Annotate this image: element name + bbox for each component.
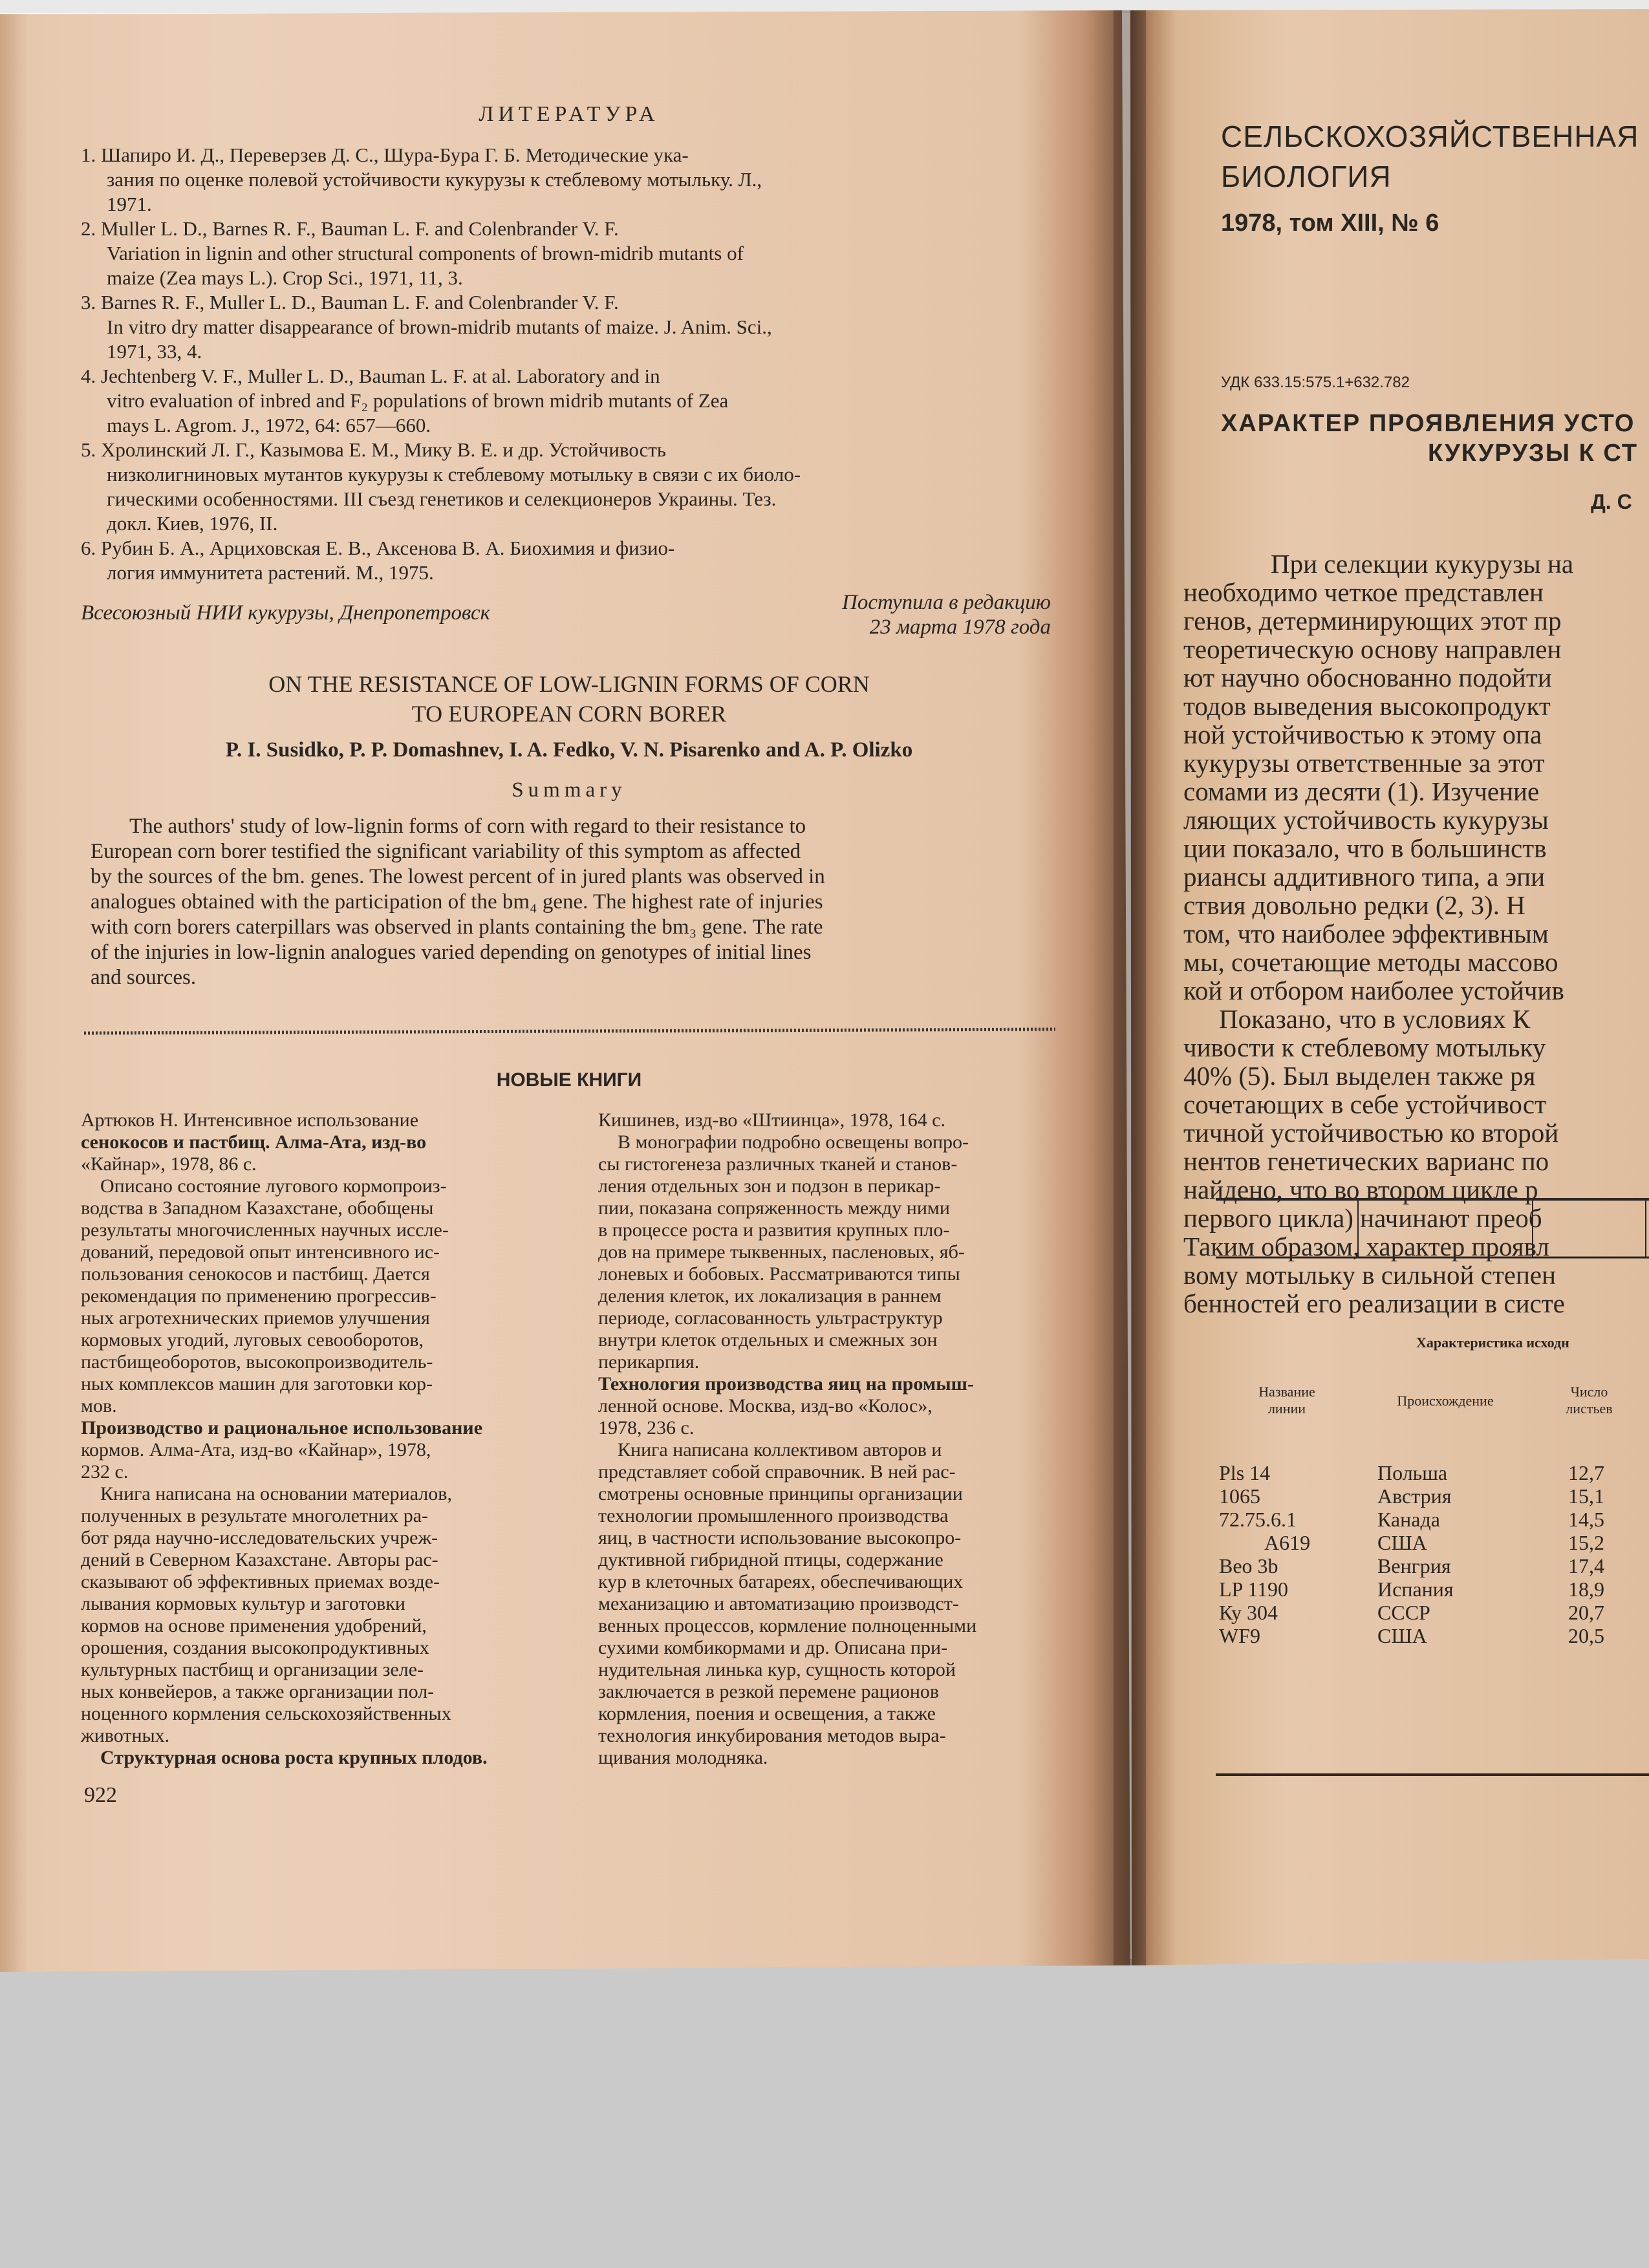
table-header-origin: Происхождение xyxy=(1397,1393,1494,1409)
body-line: риансы аддитивного типа, а эпи xyxy=(1183,862,1546,892)
cell-line-name: 1065 xyxy=(1219,1484,1260,1508)
cell-leaves: 17,4 xyxy=(1568,1554,1604,1578)
summary-title-line2: TO EUROPEAN CORN BORER xyxy=(411,701,727,727)
book-entry-line: ных комплексов машин для заготовки кор- xyxy=(81,1373,433,1395)
body-line: кой и отбором наиболее устойчив xyxy=(1183,976,1564,1005)
book-entry-line: ных конвейеров, а также организации пол- xyxy=(81,1681,435,1702)
book-entry-line: смотрены основные принципы организации xyxy=(598,1483,963,1504)
article-author: Д. С xyxy=(1591,490,1632,513)
book-entry-line: щивания молодняка. xyxy=(598,1747,768,1768)
cell-line-name: WF9 xyxy=(1219,1624,1260,1647)
article-title-line1: ХАРАКТЕР ПРОЯВЛЕНИЯ УСТО xyxy=(1221,410,1635,437)
body-line: ной устойчивостью к этому опа xyxy=(1183,720,1542,749)
reference-line: 4. Jechtenberg V. F., Muller L. D., Bauman L. F. at al. Laboratory and in xyxy=(81,365,660,387)
book-entry-line: ленной основе. Москва, изд-во «Колос», xyxy=(598,1395,932,1417)
literature-heading: ЛИТЕРАТУРА xyxy=(479,102,660,126)
book-entry-line: культурных пастбищ и организации зеле- xyxy=(81,1659,424,1680)
body-line: вому мотыльку в сильной степен xyxy=(1183,1260,1557,1290)
body-line: 40% (5). Был выделен также ря xyxy=(1183,1061,1536,1091)
received-date-line2: 23 марта 1978 года xyxy=(869,615,1051,639)
cell-leaves: 12,7 xyxy=(1568,1461,1604,1484)
cell-leaves: 14,5 xyxy=(1568,1508,1604,1531)
received-date-line1: Поступила в редакцию xyxy=(842,591,1051,614)
cell-leaves: 15,2 xyxy=(1568,1531,1604,1554)
summary-line: and sources. xyxy=(91,966,197,989)
book-entry-line: перикарпия. xyxy=(598,1351,700,1373)
summary-line: analogues obtained with the participation of the bm₄ gene. The highest rate of injuries xyxy=(91,890,823,914)
book-entry-line: 1978, 236 с. xyxy=(598,1417,695,1439)
book-entry-line: внутри клеток отдельных и смежных зон xyxy=(598,1329,938,1351)
book-entry-line: кур в клеточных батареях, обеспечивающих xyxy=(598,1571,964,1592)
page-number: 922 xyxy=(84,1783,117,1807)
book-entry-line: кормов. Алма-Ата, изд-во «Кайнар», 1978, xyxy=(81,1439,431,1460)
reference-line: логия иммунитета растений. М., 1975. xyxy=(107,561,434,584)
book-entry-line: пользования сенокосов и пастбищ. Дается xyxy=(81,1263,430,1285)
table-header-line: линии xyxy=(1267,1400,1306,1417)
body-line: ции показало, что в большинств xyxy=(1183,833,1547,863)
summary-title-line1: ON THE RESISTANCE OF LOW-LIGNIN FORMS OF CORN xyxy=(268,671,870,697)
body-line: бенностей его реализации в систе xyxy=(1183,1289,1565,1318)
cell-line-name: 72.75.6.1 xyxy=(1219,1508,1297,1531)
book-entry-line: дений в Северном Казахстане. Авторы рас- xyxy=(81,1549,438,1570)
body-line: тодов выведения высокопродукт xyxy=(1183,691,1551,721)
cell-origin: Испания xyxy=(1377,1578,1454,1601)
reference-line: докл. Киев, 1976, II. xyxy=(107,512,278,535)
reference-line: низколигниновых мутантов кукурузы к стеблевому мотыльку в связи с их биоло- xyxy=(107,463,801,486)
reference-line: Variation in lignin and other structural components of brown-midrib mutants of xyxy=(107,242,744,264)
cell-line-name: A619 xyxy=(1264,1531,1311,1554)
body-line: ют научно обоснованно подойти xyxy=(1183,663,1552,692)
body-line: тичной устойчивостью ко второй xyxy=(1183,1118,1559,1148)
body-line: мы, сочетающие методы массово xyxy=(1183,947,1558,977)
journal-issue: 1978, том XIII, № 6 xyxy=(1221,209,1439,237)
reference-line: mays L. Agrom. J., 1972, 64: 657—660. xyxy=(107,414,431,436)
book-entry-line: дов на примере тыквенных, пасленовых, яб- xyxy=(598,1241,965,1263)
cell-line-name: LP 1190 xyxy=(1219,1578,1288,1601)
summary-line: with corn borers caterpillars was observed in plants containing the bm₃ gene. The rate xyxy=(91,915,823,939)
body-line: том, что наиболее эффективным xyxy=(1183,919,1549,948)
book-entry-line: кормовых угодий, луговых севооборотов, xyxy=(81,1329,424,1351)
book-entry-line: ноценного кормления сельскохозяйственных xyxy=(81,1703,451,1724)
cell-leaves: 15,1 xyxy=(1568,1484,1604,1508)
book-entry-line: Кишинев, изд-во «Штиинца», 1978, 164 с. xyxy=(598,1109,946,1131)
reference-line: 1. Шапиро И. Д., Переверзев Д. С., Шура-Бура Г. Б. Методические ука- xyxy=(81,144,689,166)
book-entry-line: водства в Западном Казахстане, обобщены xyxy=(81,1197,434,1219)
reference-line: зания по оценке полевой устойчивости кукурузы к стеблевому мотыльку. Л., xyxy=(107,168,762,191)
table-header-line: листьев xyxy=(1566,1400,1613,1417)
cell-leaves: 20,7 xyxy=(1568,1601,1604,1624)
summary-line: The authors' study of low-lignin forms of corn with regard to their resistance to xyxy=(129,815,806,838)
book-entry-line: сы гистогенеза различных тканей и станов- xyxy=(598,1153,958,1175)
book-entry-line: Артюков Н. Интенсивное использование xyxy=(81,1109,419,1131)
book-entry-line: дуктивной гибридной птицы, содержание xyxy=(598,1549,943,1570)
summary-heading: Summary xyxy=(512,778,627,802)
body-line: сочетающих в себе устойчивост xyxy=(1183,1089,1547,1119)
book-entry-line: сухими комбикормами и др. Описана при- xyxy=(598,1637,948,1658)
book-entry-line: Описано состояние лугового кормопроиз- xyxy=(100,1175,447,1197)
reference-line: 1971, 33, 4. xyxy=(107,340,202,363)
cell-leaves: 18,9 xyxy=(1568,1578,1604,1601)
book-entry-line: ления отдельных зон и подзон в перикар- xyxy=(598,1175,941,1197)
book-entry-line: деления клеток, их локализация в раннем xyxy=(598,1285,942,1307)
article-title-line2: КУКУРУЗЫ К СТ xyxy=(1428,440,1639,467)
reference-line: 6. Рубин Б. А., Арциховская Е. В., Аксенова В. А. Биохимия и физио- xyxy=(81,537,675,559)
book-entry-line: ных агротехнических приемов улучшения xyxy=(81,1307,430,1329)
cell-origin: Венгрия xyxy=(1377,1554,1451,1578)
table-header-line: Название xyxy=(1258,1384,1315,1400)
book-entry-line: Книга написана на основании материалов, xyxy=(100,1483,452,1504)
reference-line: 1971. xyxy=(107,193,152,215)
body-line: чивости к стеблевому мотыльку xyxy=(1183,1032,1546,1062)
book-entry-line: лывания кормовых культур и заготовки xyxy=(81,1593,405,1614)
cell-line-name: Ку 304 xyxy=(1219,1601,1278,1624)
reference-line: vitro evaluation of inbred and F₂ populations of brown midrib mutants of Zea xyxy=(107,389,729,412)
body-line: При селекции кукурузы на xyxy=(1271,549,1574,579)
book-entry-line: Технология производства яиц на промыш- xyxy=(598,1373,974,1395)
book-entry-line: пастбищеоборотов, высокопроизводитель- xyxy=(81,1351,433,1373)
book-entry-line: 232 с. xyxy=(81,1461,129,1482)
reference-line: maize (Zea mays L.). Crop Sci., 1971, 11, 3. xyxy=(107,266,463,289)
reference-line: 2. Muller L. D., Barnes R. F., Bauman L. F. and Colenbrander V. F. xyxy=(81,217,619,240)
book-entry-line: механизацию и автоматизацию производст- xyxy=(598,1593,959,1614)
body-line: генов, детерминирующих этот пр xyxy=(1183,606,1562,636)
book-entry-line: Производство и рациональное использование xyxy=(81,1417,483,1439)
book-entry-line: в процессе роста и развития крупных пло- xyxy=(598,1219,950,1241)
book-entry-line: кормления, поения и освещения, а также xyxy=(598,1703,936,1724)
reference-line: 5. Хролинский Л. Г., Казымова Е. М., Мику В. Е. и др. Устойчивость xyxy=(81,438,667,461)
body-line: сомами из десяти (1). Изучение xyxy=(1183,776,1540,806)
reference-line: гическими особенностями. III съезд генетиков и селекционеров Украины. Тез. xyxy=(107,487,777,510)
cell-origin: Польша xyxy=(1377,1461,1448,1484)
book-entry-line: полученных в результате многолетних ра- xyxy=(81,1505,429,1526)
body-line: ствия довольно редки (2, 3). Н xyxy=(1183,890,1525,920)
book-entry-line: технология инкубирования методов выра- xyxy=(598,1725,946,1746)
book-entry-line: результаты многочисленных научных иссле- xyxy=(81,1219,449,1241)
body-line: теоретическую основу направлен xyxy=(1183,634,1562,664)
cell-origin: СССР xyxy=(1377,1601,1430,1624)
body-line: Таким образом, характер проявл xyxy=(1183,1232,1549,1261)
book-entry-line: животных. xyxy=(81,1725,170,1746)
book-entry-line: яиц, в частности использование высокопро- xyxy=(598,1527,962,1548)
book-entry-line: сказывают об эффективных приемах возде- xyxy=(81,1571,440,1592)
cell-origin: США xyxy=(1377,1531,1427,1554)
body-line: Показано, что в условиях К xyxy=(1219,1004,1531,1034)
book-entry-line: мов. xyxy=(81,1395,117,1417)
body-line: необходимо четкое представлен xyxy=(1183,577,1544,607)
cell-origin: США xyxy=(1377,1624,1427,1647)
summary-authors: P. I. Susidko, P. P. Domashnev, I. A. Fedko, V. N. Pisarenko and A. P. Olizko xyxy=(225,738,913,762)
book-entry-line: Книга написана коллективом авторов и xyxy=(618,1439,942,1460)
summary-line: of the injuries in low-lignin analogues varied depending on genotypes of initial lines xyxy=(91,941,812,964)
cell-leaves: 20,5 xyxy=(1568,1624,1604,1647)
cell-line-name: Pls 14 xyxy=(1219,1461,1271,1484)
reference-line: In vitro dry matter disappearance of brown-midrib mutants of maize. J. Anim. Sci., xyxy=(107,316,772,338)
cell-origin: Канада xyxy=(1377,1508,1440,1531)
book-entry-line: периоде, согласованность ультраструктур xyxy=(598,1307,943,1329)
body-line: первого цикла) начинают преоб xyxy=(1183,1203,1542,1233)
table-header-line: Число xyxy=(1570,1384,1608,1400)
cell-origin: Австрия xyxy=(1377,1484,1452,1508)
book-entry-line: технологии промышленного производства xyxy=(598,1505,949,1526)
summary-line: by the sources of the bm. genes. The lowest percent of in jured plants was observed in xyxy=(91,865,825,888)
body-line: кукурузы ответственные за этот xyxy=(1183,748,1545,778)
book-entry-line: пии, показана сопряженность между ними xyxy=(598,1197,950,1219)
book-entry-line: рекомендация по применению прогрессив- xyxy=(81,1285,436,1307)
book-entry-line: сенокосов и пастбищ. Алма-Ата, изд-во xyxy=(81,1131,427,1153)
book-entry-line: венных процессов, кормление полноценными xyxy=(598,1615,977,1636)
book-entry-line: кормов на основе применения удобрений, xyxy=(81,1615,427,1636)
book-entry-line: бот ряда научно-исследовательских учреж- xyxy=(81,1527,438,1548)
reference-line: 3. Barnes R. F., Muller L. D., Bauman L. F. and Colenbrander V. F. xyxy=(81,291,619,314)
body-line: найдено, что во втором цикле р xyxy=(1183,1175,1538,1204)
summary-line: European corn borer testified the significant variability of this symptom as affected xyxy=(91,840,801,863)
udk-code: УДК 633.15:575.1+632.782 xyxy=(1221,374,1410,391)
book-entry-line: «Кайнар», 1978, 86 с. xyxy=(81,1153,257,1175)
institution: Всесоюзный НИИ кукурузы, Днепропетровск xyxy=(81,601,491,625)
table-caption: Характеристика исходн xyxy=(1416,1334,1569,1351)
new-books-heading: НОВЫЕ КНИГИ xyxy=(496,1069,642,1091)
book-entry-line: Структурная основа роста крупных плодов. xyxy=(100,1747,488,1768)
book-entry-line: нудительная линька кур, сущность которой xyxy=(598,1659,956,1680)
body-line: нентов генетических варианс по xyxy=(1183,1146,1549,1176)
book-entry-line: лоневых и бобовых. Рассматриваются типы xyxy=(598,1263,960,1285)
journal-title-line1: СЕЛЬСКОХОЗЯЙСТВЕННАЯ xyxy=(1221,120,1639,153)
book-entry-line: орошения, создания высокопродуктивных xyxy=(81,1637,429,1658)
body-line: ляющих устойчивость кукурузы xyxy=(1183,805,1549,835)
book-entry-line: В монографии подробно освещены вопро- xyxy=(618,1131,969,1153)
book-entry-line: заключается в резкой перемене рационов xyxy=(598,1681,940,1702)
cell-line-name: Beo 3b xyxy=(1219,1554,1278,1578)
journal-title-line2: БИОЛОГИЯ xyxy=(1221,160,1392,193)
book-entry-line: представляет собой справочник. В ней рас- xyxy=(598,1461,956,1482)
book-entry-line: дований, передовой опыт интенсивного ис- xyxy=(81,1241,440,1263)
